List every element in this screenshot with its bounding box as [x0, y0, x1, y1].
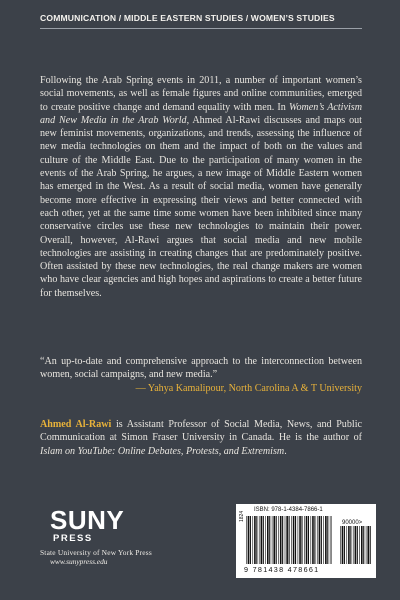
- endorsement-text: “An up-to-date and comprehensive approach to the interconnection between women, social campaigns, and new media.”: [40, 356, 362, 381]
- endorsement: [40, 355, 362, 395]
- publisher-logo-sub: PRESS: [53, 533, 93, 544]
- header-divider: [40, 28, 362, 29]
- author-other-book: Islam on YouTube: Online Debates, Protests, and Extremism: [40, 445, 285, 457]
- publisher-block: [40, 505, 180, 566]
- author-bio-end: .: [284, 445, 287, 457]
- book-description: [40, 74, 362, 300]
- author-bio: [40, 418, 362, 458]
- price-barcode-icon: [340, 526, 372, 564]
- barcode-side-code: 1824: [239, 510, 245, 522]
- publisher-name: State University of New York Press: [40, 548, 152, 557]
- publisher-url: www.sunypress.edu: [50, 557, 108, 566]
- barcode-panel: [236, 504, 376, 578]
- category-line: COMMUNICATION / MIDDLE EASTERN STUDIES / WOMEN’S STUDIES: [40, 13, 335, 23]
- barcode-digits: 9 781438 478661: [244, 565, 320, 574]
- description-body: , Ahmed Al-Rawi discusses and maps out new feminist movements, organizations, and trends, assessing the influence of new media technologies on them and the impact of both on the values and culture of the Middle East. Due to the participation of many women in the events of the Arab Spring, he argues, a new image of Middle Eastern women has emerged in the West. As a result of social media, women have generally become more effective in expressing their views and better connected with each other, yet at the same time some women have been inhibited since many conservative circles use these new technologies to maintain their power. Overall, however, Al-Rawi argues that social media and new mobile technologies are assisting in creating changes that are predominately positive. Often assisted by these new technologies, the real change makers are women who have clear agencies and high hopes and aspirations to create a better future for themselves.: [40, 114, 362, 299]
- description-intro: Following the Arab Spring events in 2011, a number of important women’s social movements, as well as female figures and online communities, emerged to create positive change and demand equality with men. In: [40, 75, 362, 113]
- author-name: Ahmed Al-Rawi: [40, 419, 112, 430]
- publisher-logo-word: SUNY: [50, 505, 125, 535]
- barcode-icon: [246, 516, 332, 564]
- endorsement-attribution: — Yahya Kamalipour, North Carolina A & T University: [135, 382, 362, 394]
- price-code: 90000>: [342, 520, 363, 526]
- description-book-title: Women’s Activism and New Media in the Arab World: [40, 101, 362, 126]
- isbn-label: ISBN: 978-1-4384-7866-1: [254, 507, 323, 513]
- author-bio-text: is Assistant Professor of Social Media, News, and Public Communication at Simon Fraser University in Canada. He is the author of: [40, 419, 362, 444]
